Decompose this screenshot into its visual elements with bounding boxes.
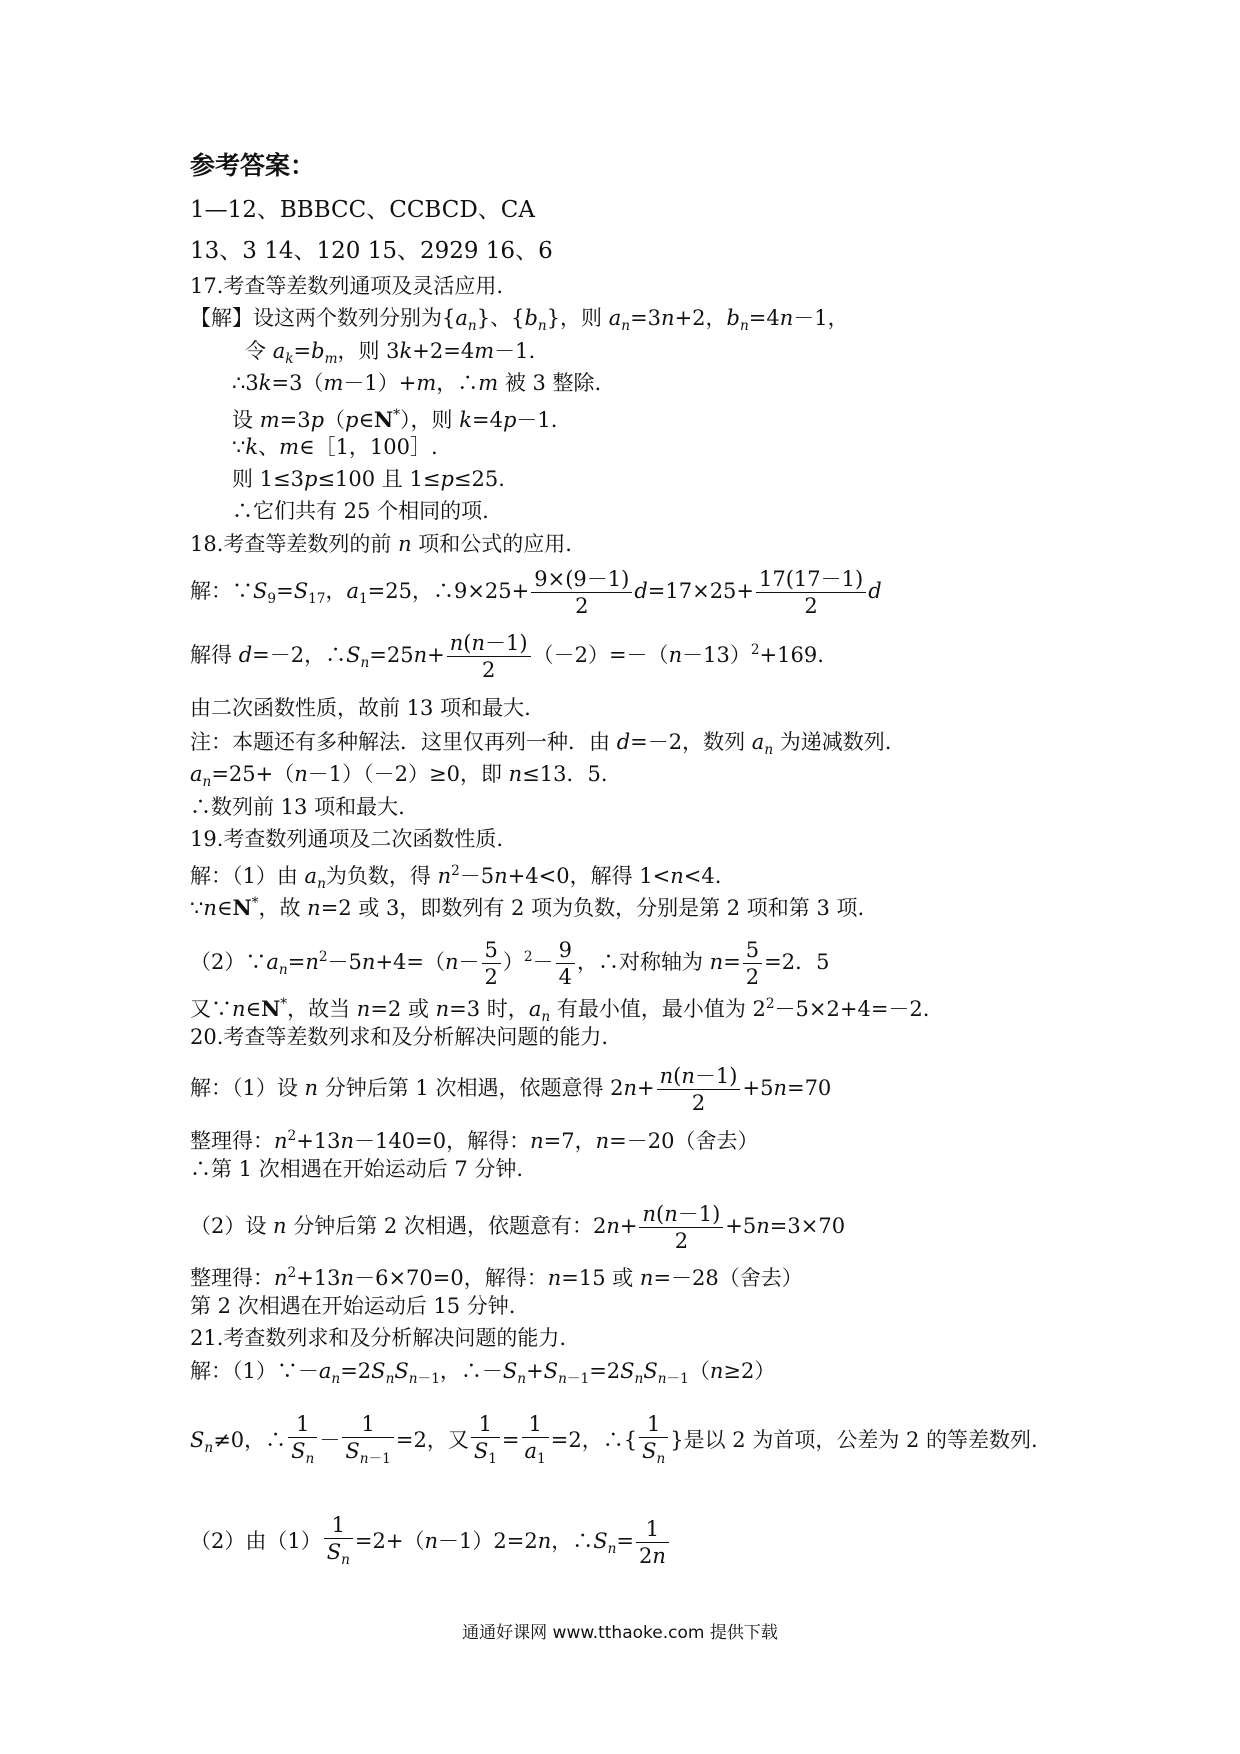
problem-17-heading: 17.考查等差数列通项及灵活应用. [190,274,504,298]
page-title: 参考答案： [190,151,316,180]
answers-13-16: 13、3 14、120 15、2929 16、6 [190,238,553,264]
problem-18-line: $a_n=25+(n-1)(-2)\ge 0$，即 n≤13．5. [190,762,608,791]
problem-20-line: 第 2 次相遇在开始运动后 15 分钟. [190,1294,516,1318]
problem-17-line: 则 1≤3p≤100 且 1≤p≤25. [232,467,505,491]
problem-18-line: 解得 d=－2，$\therefore S_n=25n+$ $\frac{n(n-1)}{2}$ $(-2)=-(n-13)^2+169$. [190,631,824,682]
problem-18-line: 由二次函数性质，故前 13 项和最大. [190,696,531,720]
problem-17-line: ∵k、m∈［1，100］. [232,435,438,459]
problem-17-line: 令 $a_k=b_m$，则 3k+2=4m－1. [245,339,536,368]
problem-20-line: （2）设 n 分钟后第 2 次相遇，依题意有：2n+ $\frac{n(n-1)}{2}$ +5n=3×70 [190,1202,846,1253]
problem-18-heading: 18.考查等差数列的前 n 项和公式的应用. [190,532,572,556]
problem-17-line: 【解】设这两个数列分别为$\{a_n\}$、$\{b_n\}$，则 $a_n=3n+2$，$b_n=4n-1$， [190,306,849,335]
problem-19-line: ∵n∈N*，故 n=2 或 3，即数列有 2 项为负数，分别是第 2 项和第 3 项. [190,895,865,920]
problem-21-line: 解：$(1)\because-a_n=2S_nS_{n-1}$，$\therefore-S_n+S_{n-1}=2S_nS_{n-1}(n\ge 2)$ [190,1359,776,1388]
problem-18-line: 解：$\because S_9=S_{17}$，$a_1=25$，∴9×25+ $\frac{9\times(9-1)}{2}$ d=17×25+ $\frac{17(17-1)}{2}$ d [190,567,882,618]
problem-20-line: ∴第 1 次相遇在开始运动后 7 分钟. [190,1157,524,1181]
problem-20-heading: 20.考查等差数列求和及分析解决问题的能力. [190,1025,609,1049]
problem-17-line: ∴它们共有 25 个相同的项. [232,499,489,523]
problem-21-line: $S_n\ne 0$，∴ $\frac{1}{S_n}$ － $\frac{1}{S_{n-1}}$ =2，又 $\frac{1}{S_1}$ = $\frac{1}{a_1}$ =2，∴{ $\frac{1}{S_n}$ }是以 2 为首项，公差为 2 的等差数列. [190,1412,1038,1468]
problem-17-line: 设 m=3p（p∈N*），则 k=4p－1. [232,407,558,432]
problem-20-line: 解：（1）设 n 分钟后第 1 次相遇，依题意得 2n+ $\frac{n(n-1)}{2}$ +5n=70 [190,1064,832,1115]
problem-19-heading: 19.考查数列通项及二次函数性质. [190,827,504,851]
problem-21-line: （2）由（1） $\frac{1}{S_n}$ =2+（n－1）2=2n，$\therefore S_n=$ $\frac{1}{2n}$ [190,1512,671,1573]
page-footer: 通通好课网 www.tthaoke.com 提供下载 [462,1623,778,1643]
problem-18-line: 注：本题还有多种解法．这里仅再列一种．由 d=－2，数列 $a_n$ 为递减数列. [190,730,892,759]
problem-19-line: $(2)\because a_n=n^2-5n+4=(n-$ $\frac{5}{2}$ ）$^2$－ $\frac{9}{4}$ ，∴对称轴为 n= $\frac{5}{2}$ =2．5 [190,938,830,989]
problem-20-line: 整理得：$n^2+13n-6\times 70=0$，解得：n=15 或 n=－28（舍去） [190,1265,803,1290]
problem-18-line: ∴数列前 13 项和最大. [190,795,405,819]
problem-19-line: 解：（1）由 $a_n$为负数，得 $n^2-5n+4<0$，解得 1<n<4. [190,863,722,893]
problem-17-line: ∴3k=3（m－1）+m，∴m 被 3 整除. [232,371,602,395]
answers-1-12: 1—12、BBBCC、CCBCD、CA [190,197,535,223]
problem-19-line: 又∵n∈N*，故当 n=2 或 n=3 时，$a_n$ 有最小值，最小值为 $2^2-5\times 2+4=-2$. [190,996,930,1026]
problem-20-line: 整理得：$n^2+13n-140=0$，解得：n=7，n=－20（舍去） [190,1128,759,1153]
problem-21-heading: 21.考查数列求和及分析解决问题的能力. [190,1326,567,1350]
